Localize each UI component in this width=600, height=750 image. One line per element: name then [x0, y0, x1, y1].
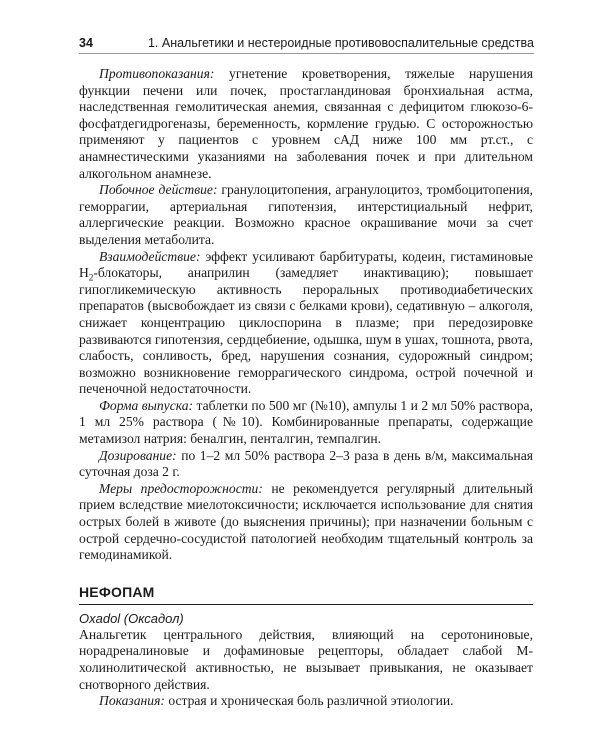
indications-paragraph [79, 693, 533, 710]
release-form-label: Форма выпуска: [99, 397, 194, 413]
interactions-paragraph [79, 249, 533, 398]
running-title: 1. Анальгетики и нестероидные противовоспалительные средства [147, 36, 534, 50]
page-number: 34 [79, 36, 93, 50]
nefopam-description: Анальгетик центрального действия, влияющий на серотониновые, норадреналиновые и дофаминовые рецепторы, обладает слабой М-холинолитической активностью, не вызывает привыкания, не оказывает снотворного действия. [79, 626, 533, 692]
dosage-label: Дозирование: [99, 447, 177, 463]
page-body [79, 66, 533, 710]
side-effects-paragraph [79, 182, 533, 248]
release-form-text: таблетки по 500 мг (№10), ампулы 1 и 2 мл 50% раствора, 1 мл 25% раствора (№10). Комбинированные препараты, содержащие метамизол натрия: беналгин, пенталгин, темпалгин. [79, 397, 533, 447]
side-effects-text: гранулоцитопения, агранулоцитоз, тромбоцитопения, геморрагии, артериальная гипотензия, интерстициальный нефрит, аллергические реакции. Возможно красное окрашивание мочи за счет выделения метаболита. [79, 182, 533, 247]
precautions-paragraph [79, 481, 533, 564]
contraindications-paragraph [79, 66, 533, 182]
indications-text: острая и хроническая боль различной этиологии. [164, 693, 454, 709]
trade-name: Oxadol (Оксадол) [79, 610, 184, 626]
interactions-label: Взаимодействие: [99, 248, 201, 264]
dosage-paragraph [79, 448, 533, 481]
indications-label: Показания: [99, 693, 165, 709]
contraindications-label: Противопоказания: [99, 66, 215, 81]
nefopam-heading: НЕФОПАМ [79, 583, 533, 605]
running-header [79, 35, 534, 54]
side-effects-label: Побочное действие: [99, 182, 218, 198]
precautions-label: Меры предосторожности: [99, 480, 263, 496]
precautions-text: не рекомендуется регулярный длительный прием вследствие миелотоксичности; исключается использование для снятия острых болей в животе (до выяснения причины); при назначении больным с острой сердечно-сосудистой патологией необходим тщательный контроль за гемодинамикой. [79, 480, 533, 563]
release-form-paragraph [79, 398, 533, 448]
contraindications-text: угнетение кроветворения, тяжелые нарушения функции печени или почек, простагландиновая бронхиальная астма, наследственная гемолитическая анемия, связанная с дефицитом глюкозо-6-фосфатдегидрогеназы, беременность, кормление грудью. С осторожностью применяют у пациентов с уровнем сАД ниже 100 мм рт.ст., с анамнестическими указаниями на заболевания почек и при длительном алкогольном анамнезе. [79, 66, 533, 181]
interactions-text-start: эффект усиливают барбитураты, кодеин, гистаминовые H [79, 248, 533, 281]
dosage-text: по 1–2 мл 50% раствора 2–3 раза в день в/м, максимальная суточная доза 2 г. [79, 447, 533, 480]
interactions-text-end: -блокаторы, анаприлин (замедляет инактивацию); повышает гипогликемическую активность пероральных противодиабетических препаратов (высвобождает из связи с белками крови), седативную – алкоголя, снижает концентрацию циклоспорина в плазме; при передозировке развиваются гипотензия, сердцебиение, одышка, шум в ушах, тошнота, рвота, слабость, сонливость, бред, нарушения сознания, судорожный синдром; возможно возникновение геморрагического синдрома, острой почечной и печеночной недостаточности. [79, 265, 533, 397]
h2-subscript: 2 [88, 272, 94, 283]
